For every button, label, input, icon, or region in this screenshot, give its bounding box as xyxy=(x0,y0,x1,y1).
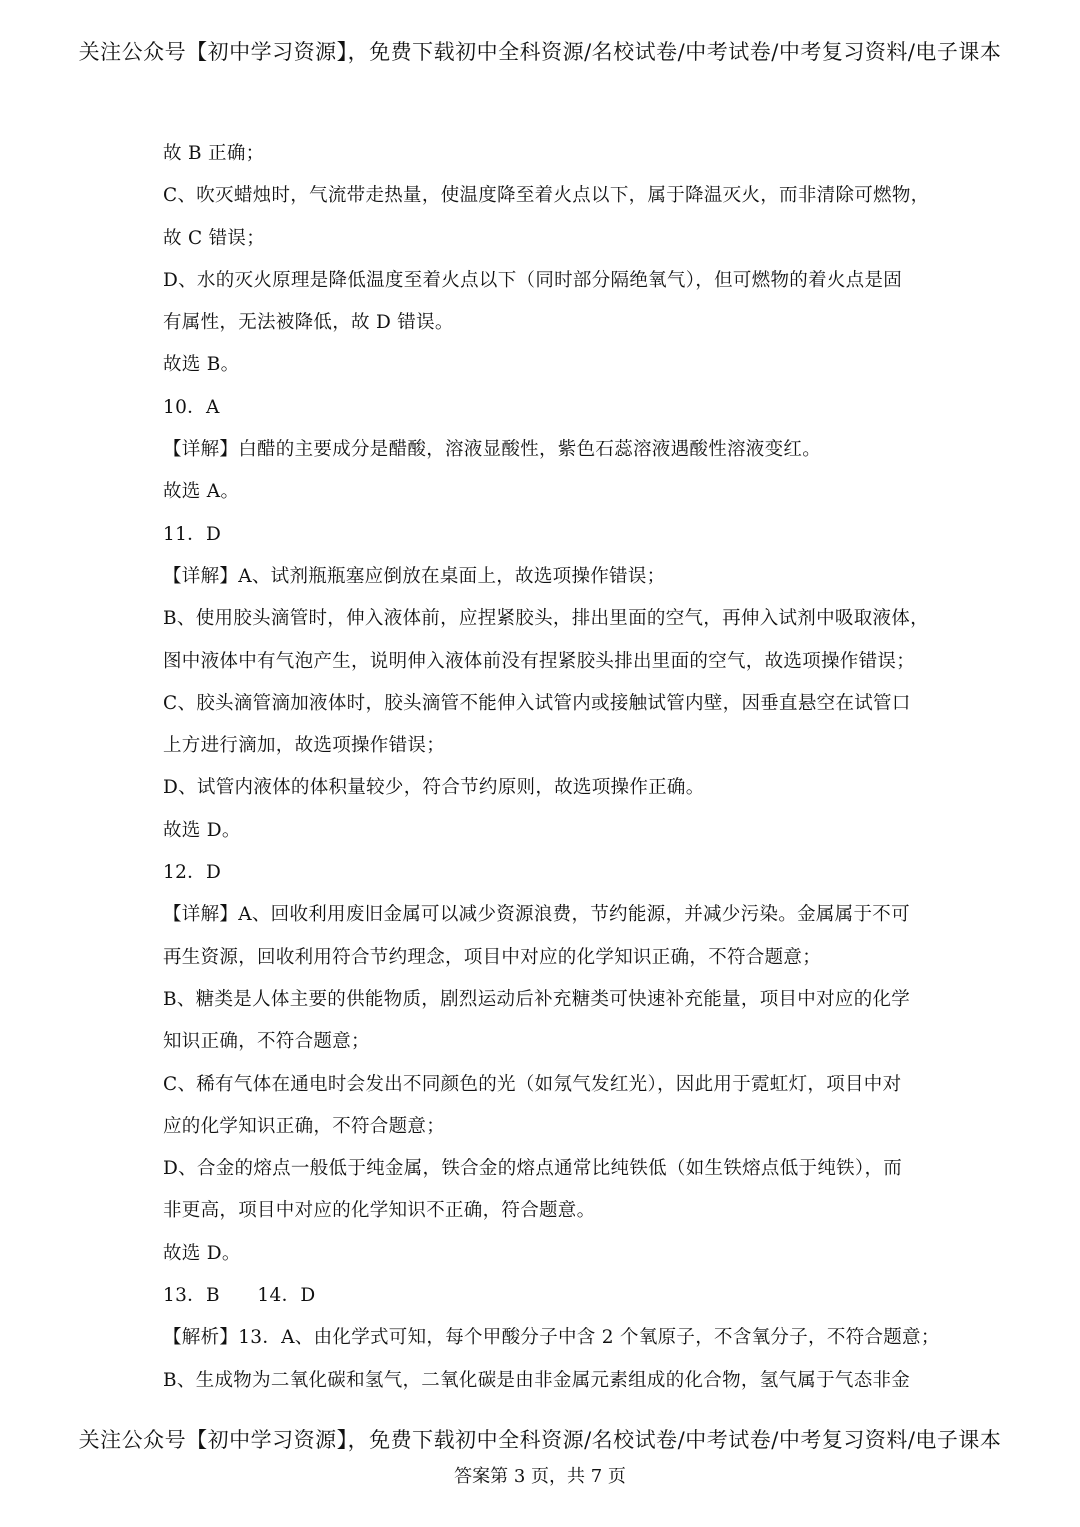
text-line: 13．B 14．D xyxy=(163,1285,316,1307)
text-line: 故选 B。 xyxy=(163,354,240,376)
header-banner: 关注公众号【初中学习资源】，免费下载初中全科资源/名校试卷/中考试卷/中考复习资料/电子课本 xyxy=(78,40,1002,64)
text-line: 11．D xyxy=(163,523,222,545)
text-line: 知识正确，不符合题意； xyxy=(163,1031,370,1053)
text-line: 上方进行滴加，故选项操作错误； xyxy=(163,735,446,757)
text-line: C、胶头滴管滴加液体时，胶头滴管不能伸入试管内或接触试管内壁，因垂直悬空在试管口 xyxy=(163,692,911,714)
text-line: 图中液体中有气泡产生，说明伸入液体前没有捏紧胶头排出里面的空气，故选项操作错误； xyxy=(163,650,916,672)
text-line: C、稀有气体在通电时会发出不同颜色的光（如氖气发红光），因此用于霓虹灯，项目中对 xyxy=(163,1073,902,1095)
text-line: B、使用胶头滴管时，伸入液体前，应捏紧胶头，排出里面的空气，再伸入试剂中吸取液体， xyxy=(163,608,929,630)
text-line: 【解析】13．A、由化学式可知，每个甲酸分子中含 2 个氧原子，不含氧分子，不符合题意； xyxy=(163,1327,940,1349)
text-line: 故选 A。 xyxy=(163,481,240,503)
answer-content xyxy=(163,138,940,1407)
text-line: 应的化学知识正确，不符合题意； xyxy=(163,1115,446,1137)
text-line: 故选 D。 xyxy=(163,819,241,841)
text-line: 故 C 错误； xyxy=(163,227,266,249)
text-line: 非更高，项目中对应的化学知识不正确，符合题意。 xyxy=(163,1200,596,1222)
text-line: D、试管内液体的体积量较少，符合节约原则，故选项操作正确。 xyxy=(163,777,705,799)
text-line: B、生成物为二氧化碳和氢气，二氧化碳是由非金属元素组成的化合物，氢气属于气态非金 xyxy=(163,1369,911,1391)
text-line: 【详解】A、试剂瓶瓶塞应倒放在桌面上，故选项操作错误； xyxy=(163,565,666,587)
text-line: B、糖类是人体主要的供能物质，剧烈运动后补充糖类可快速补充能量，项目中对应的化学 xyxy=(163,988,911,1010)
text-line: 有属性，无法被降低，故 D 错误。 xyxy=(163,312,454,334)
text-line: C、吹灭蜡烛时，气流带走热量，使温度降至着火点以下，属于降温灭火，而非清除可燃物， xyxy=(163,185,930,207)
text-line: 再生资源，回收利用符合节约理念，项目中对应的化学知识正确，不符合题意； xyxy=(163,946,822,968)
text-line: D、水的灭火原理是降低温度至着火点以下（同时部分隔绝氧气），但可燃物的着火点是固 xyxy=(163,269,903,291)
text-line: 故 B 正确； xyxy=(163,143,265,164)
text-line: 【详解】白醋的主要成分是醋酸，溶液显酸性，紫色石蕊溶液遇酸性溶液变红。 xyxy=(163,439,822,461)
page-number: 答案第 3 页，共 7 页 xyxy=(454,1466,626,1487)
text-line: 12．D xyxy=(163,862,222,884)
footer-banner: 关注公众号【初中学习资源】，免费下载初中全科资源/名校试卷/中考试卷/中考复习资料/电子课本 xyxy=(78,1428,1002,1452)
text-line: 10．A xyxy=(163,396,220,418)
text-line: 【详解】A、回收利用废旧金属可以减少资源浪费，节约能源，并减少污染。金属属于不可 xyxy=(163,904,910,926)
text-line: D、合金的熔点一般低于纯金属，铁合金的熔点通常比纯铁低（如生铁熔点低于纯铁），而 xyxy=(163,1158,903,1180)
text-line: 故选 D。 xyxy=(163,1242,241,1264)
